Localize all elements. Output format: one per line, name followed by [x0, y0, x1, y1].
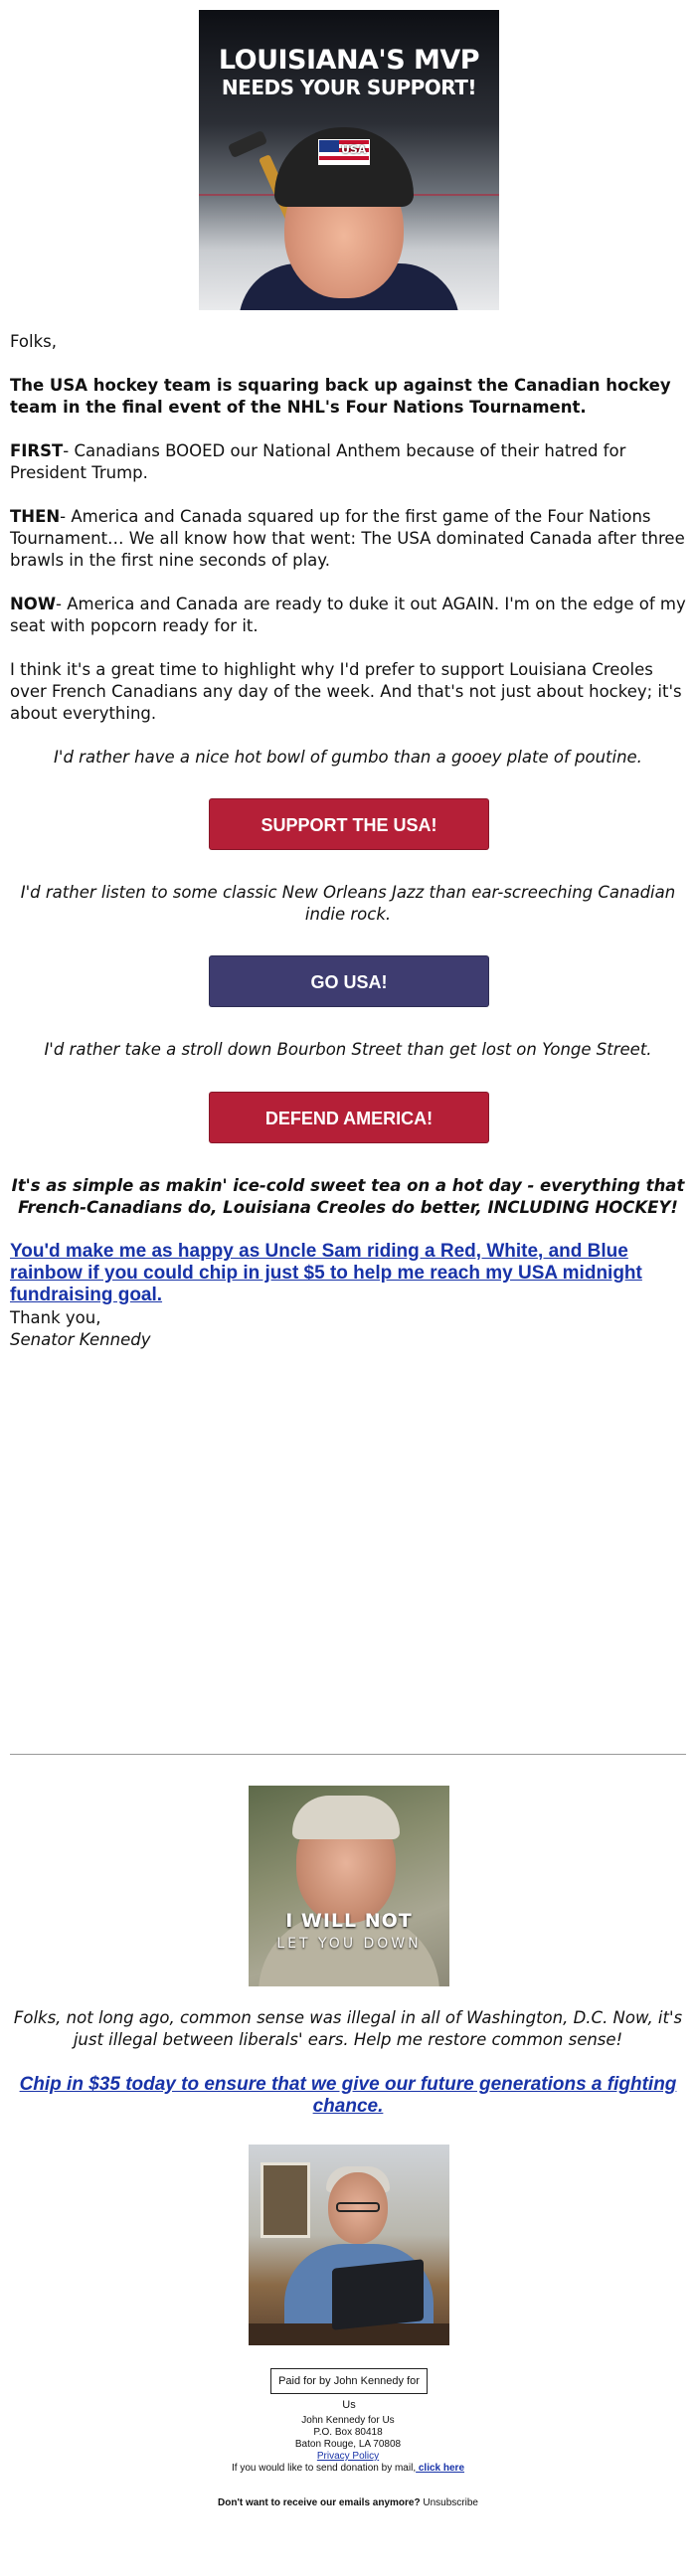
- photo-caption-line2: LET YOU DOWN: [276, 1936, 422, 1952]
- defend-america-button[interactable]: DEFEND AMERICA!: [209, 1092, 489, 1143]
- footer-mail-row: [0, 2463, 696, 2475]
- hero-image[interactable]: [199, 10, 499, 310]
- creoles-paragraph: I think it's a great time to highlight why I'd prefer to support Louisiana Creoles over French Canadians any day of the week. And that's not just about hockey; it's about everything.: [10, 660, 682, 723]
- promo-photo-will-not-let-you-down[interactable]: [249, 1786, 449, 1986]
- footer-city: Baton Rouge, LA 70808: [294, 2439, 402, 2450]
- now-text: - America and Canada are ready to duke it out AGAIN. I'm on the edge of my seat with popcorn ready for it.: [10, 595, 686, 635]
- signature: Senator Kennedy: [10, 1330, 151, 1349]
- wall-picture-frame: [261, 2162, 310, 2238]
- privacy-policy-link[interactable]: Privacy Policy: [316, 2451, 380, 2462]
- laptop-icon: [332, 2259, 424, 2330]
- go-usa-button[interactable]: GO USA!: [209, 955, 489, 1007]
- closing-paragraph: It's as simple as makin' ice-cold sweet tea on a hot day - everything that French-Canadians do, Louisiana Creoles do better, INCLUDING HOCKEY!: [11, 1176, 685, 1217]
- photo-hair: [292, 1796, 400, 1839]
- first-label: FIRST: [10, 441, 64, 460]
- then-text: - America and Canada squared up for the first game of the Four Nations Tournament… We all know how that went: The USA dominated Canada after three brawls in the first nine seconds of play.: [10, 507, 685, 570]
- photo-caption-line1: I WILL NOT: [285, 1910, 413, 1932]
- mail-donation-link[interactable]: click here: [416, 2463, 465, 2474]
- hero-title-line2: NEEDS YOUR SUPPORT!: [221, 76, 477, 99]
- now-paragraph: [10, 594, 686, 637]
- greeting: Folks,: [10, 332, 57, 351]
- lead-paragraph: The USA hockey team is squaring back up against the Canadian hockey team in the final event of the NHL's Four Nations Tournament.: [10, 376, 671, 417]
- helmet-badge-text: USA: [341, 143, 367, 156]
- support-the-usa-button[interactable]: SUPPORT THE USA!: [209, 798, 489, 850]
- donate-5-link[interactable]: You'd make me as happy as Uncle Sam riding a Red, White, and Blue rainbow if you could chip in just $5 to help me reach my USA midnight fundraising goal.: [10, 1241, 642, 1305]
- glasses-icon: [336, 2202, 380, 2212]
- hero-title-line1: LOUISIANA'S MVP: [218, 45, 480, 76]
- quote-bourbon: I'd rather take a stroll down Bourbon Street than get lost on Yonge Street.: [44, 1040, 652, 1059]
- hockey-stick-blade: [228, 130, 267, 158]
- first-text: - Canadians BOOED our National Anthem because of their hatred for President Trump.: [10, 441, 626, 482]
- then-label: THEN: [10, 507, 61, 526]
- thanks: Thank you,: [10, 1308, 101, 1327]
- quote-gumbo: I'd rather have a nice hot bowl of gumbo than a gooey plate of poutine.: [54, 748, 642, 767]
- usa-flag-icon: [318, 139, 370, 165]
- common-sense-paragraph: Folks, not long ago, common sense was illegal in all of Washington, D.C. Now, it's just illegal between liberals' ears. Help me restore common sense!: [13, 2008, 683, 2049]
- chip-in-paragraph: [10, 2074, 686, 2118]
- quote-jazz: I'd rather listen to some classic New Orleans Jazz than ear-screeching Canadian indie rock.: [20, 883, 676, 924]
- footer-po-box: P.O. Box 80418: [313, 2427, 383, 2438]
- footer-org: John Kennedy for Us: [301, 2415, 395, 2426]
- footer-privacy-row: [0, 2451, 696, 2463]
- divider: [10, 1754, 686, 1755]
- chip-in-35-link[interactable]: Chip in $35 today to ensure that we give our future generations a fighting chance.: [19, 2074, 677, 2117]
- hero-title: [199, 46, 499, 99]
- then-paragraph: [10, 506, 686, 572]
- footer-unsubscribe-row: [0, 2497, 696, 2509]
- now-label: NOW: [10, 595, 57, 613]
- first-paragraph: [10, 440, 686, 484]
- mail-donation-text: If you would like to send donation by mail,: [231, 2463, 417, 2474]
- unsubscribe-link[interactable]: Unsubscribe: [423, 2497, 478, 2508]
- paid-for-box: Paid for by John Kennedy for Us: [270, 2368, 428, 2394]
- promo-photo-laptop[interactable]: [249, 2145, 449, 2345]
- ask-paragraph: [10, 1241, 686, 1306]
- unsubscribe-prompt: Don't want to receive our emails anymore?: [218, 2497, 421, 2508]
